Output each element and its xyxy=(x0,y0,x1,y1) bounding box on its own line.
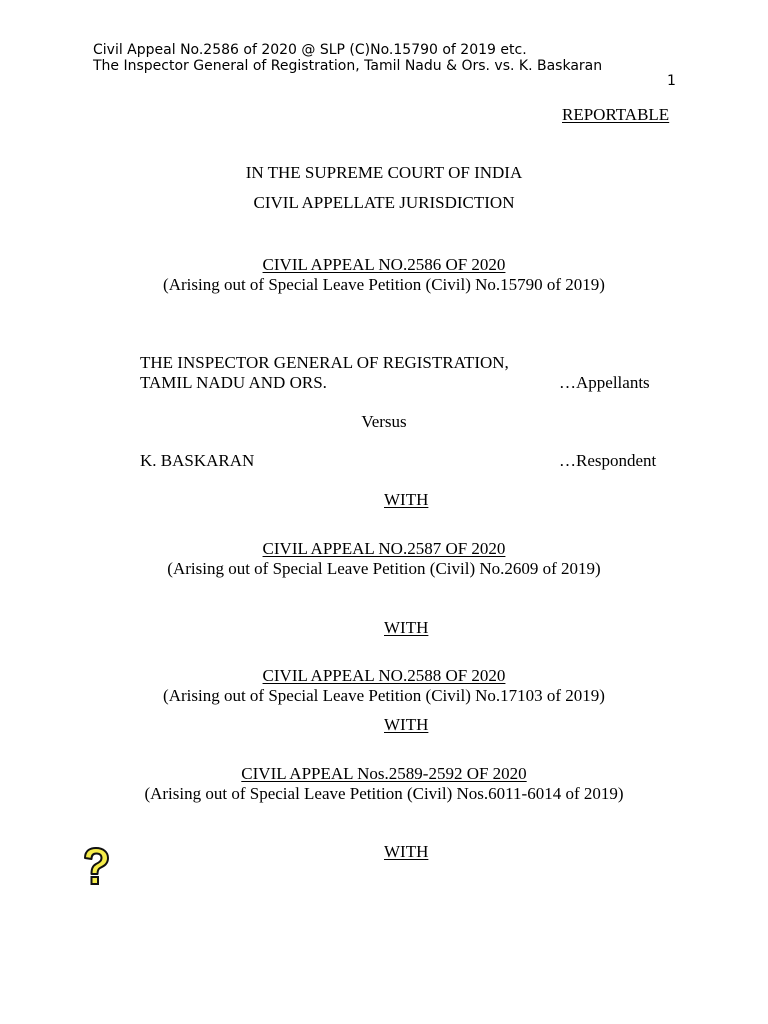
court-name: IN THE SUPREME COURT OF INDIA xyxy=(245,163,523,182)
appeal-arising: (Arising out of Special Leave Petition (Civil) No.17103 of 2019) xyxy=(163,686,605,705)
with-label: WITH xyxy=(384,842,429,861)
appellant-name-cont: TAMIL NADU AND ORS. xyxy=(140,373,327,392)
respondent-name: K. BASKARAN xyxy=(140,451,255,470)
appeal-arising: (Arising out of Special Leave Petition (Civil) No.15790 of 2019) xyxy=(163,275,605,294)
appeal-arising: (Arising out of Special Leave Petition (Civil) No.2609 of 2019) xyxy=(167,559,601,578)
appeal-arising: (Arising out of Special Leave Petition (Civil) Nos.6011-6014 of 2019) xyxy=(144,784,624,803)
appellant-name: THE INSPECTOR GENERAL OF REGISTRATION, xyxy=(140,353,509,372)
appeal-title: CIVIL APPEAL NO.2586 OF 2020 xyxy=(262,255,506,274)
appeal-title: CIVIL APPEAL NO.2587 OF 2020 xyxy=(262,539,506,558)
appellant-role: …Appellants xyxy=(559,373,650,392)
with-label: WITH xyxy=(384,490,429,509)
versus-label: Versus xyxy=(361,412,407,431)
appeal-title: CIVIL APPEAL Nos.2589-2592 OF 2020 xyxy=(241,764,527,783)
with-label: WITH xyxy=(384,715,429,734)
header-case-line: Civil Appeal No.2586 of 2020 @ SLP (C)No.15790 of 2019 etc. xyxy=(93,42,527,58)
page-number: 1 xyxy=(667,73,676,89)
appeal-title: CIVIL APPEAL NO.2588 OF 2020 xyxy=(262,666,506,685)
reportable-label: REPORTABLE xyxy=(562,105,670,124)
respondent-role: …Respondent xyxy=(559,451,657,470)
question-mark-icon[interactable] xyxy=(80,846,112,888)
court-jurisdiction: CIVIL APPELLATE JURISDICTION xyxy=(253,193,515,212)
header-parties-line: The Inspector General of Registration, Tamil Nadu & Ors. vs. K. Baskaran xyxy=(93,58,603,74)
with-label: WITH xyxy=(384,618,429,637)
